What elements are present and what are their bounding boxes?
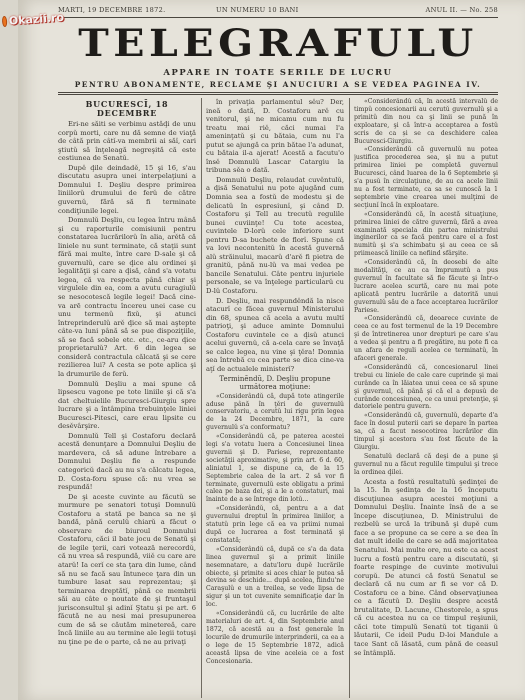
article-paragraph: Acesta a fostŭ resultatulŭ şedinţei de la 15. În şedinţa de la 16 începutu discuţiunea asupra acestei moţiuni a Domnului Deşliu. Înainte însă de a se începe discuţiunea, D. Ministrului de rezbelŭ se urcă la tribună şi dupĕ cum face a se propune ca se cere a se dea în dat mult ideile de care se adă majoritatea Senatului. Mai multe ore, nu este ca acest lucru a fostŭ pentru care a discutatŭ, şi foarte respinge de cuvinte motivului corupŭ. De atunci că fostŭ Senatul se declară că nu cum ar fi se vor că D. Costaforu ce a bine. Când observaţiunea ce a făcutŭ D. Deşliu despre acestă brutalitate, D. Lacune, Chestorele, a spus că cu acestea nu ca ce timpul reşiunii, căci tote timpulŭ Senatŭ tot tiganii ŭ lăutarii, Ce ideil Pudu D-loi Mandule a tace Sant că lăsată, cum până de ceasul se întâmplă.	[354, 477, 498, 657]
article-paragraph: Domnulŭ Deşliu, cu legea întru mână şi cu raporturile comisiunii pentru constatarea lucrărilorŭ în alia, arĕtă că liniele nu sunt terminate, că staţii sunt fără mai multe, între care D-sale şi că guvernulŭ, care se ḑice alu ordinei şi legalităţii şi care a ḑisă, când s'a votatu legea, că va respecta până chiar şi virgulele din ea, com a avutu curagiulŭ se nesocotescă legile legei! Dacă cine-va arē contractu încereu unei case cu unu termenŭ fixŭ, şi atunci întreprinderulŭ arĕ ḑice să mai aştepte câte-va luni până să se pue dispoziţiile, să se facă sobele etc. etc., ce-aru ḑice proprietarulŭ? Art. 6 din legea se consideră contractula călcată şi se cere rezilierea lui? A cesta se pote aplica şi la drumurile de ferŭ.	[58, 216, 196, 378]
newspaper-title: TELEGRAFULU	[78, 20, 478, 66]
motion-clause: «Considerândŭ că, după ce s'a da data linea guvernul şi a primit liniile nesemnatare, a datu'loru dupĕ lucrările obiecte, şi primite si aces chiar le putea să devina se deschide... după acelea, fiindu'ne Caraşulŭ e un a treilea, se vede lipsa de sigur şi un tot cuvenite semnificaţie dar în loc.	[206, 545, 344, 609]
article-paragraph: Domnulŭ Tell şi Costaforu declară acestă denunţare a Domnului Deşliu de mardevera, că să adune întrebare a Domnului Deşliu fie a respunde categoricŭ dacă au nu s'a călcatu legea, D. Costa-foru spuse că: nu vrea se respundă!	[58, 431, 196, 492]
masthead-subscription-note: PENTRU ABONAMENTE, RECLAME ŞI ANUCIURI A SE VEDEA PAGINEA IV.	[74, 80, 482, 89]
article-column-3	[354, 98, 498, 698]
motion-clause: «Considerândŭ că, concesionarul linei trebui cu liniele de cale care cuprinde şi mai curânde ca în lăiatea unui ceea ce să spune şi guvernul, că până şi că el a depusŭ de curânde concesiunea, ce ca unui pretenţie, şi datoriele pentru guvern.	[354, 363, 498, 411]
top-rule	[58, 17, 498, 18]
motion-clause: «Considerândŭ, că, pentru a a dat guvernului dreptul în primirea liniilor, a statutŭ prin lege că ea va priimi numai după ce lucrarea a fost terminată şi constatată;	[206, 505, 344, 544]
article-paragraph: Eri-ne săiti se verbimu astăḑi de unu corpŭ morti, care nu dă semne de viaţă de câtă prin câtĭ-va membrii ai săĭ, cari ştiutŭ să înţeleagă negreşită că este cestiunea de Senatŭ.	[58, 120, 196, 163]
motion-clause: «Considerândŭ că, în acestă intervalŭ de timpŭ concesionarii au cerutŭ guvernulŭ şi a primitŭ din nou ca şi linii se pună în exploatare, şi că într-a acceptarea a fostŭ scris de ca și se ca deschidere calea Bucuresci-Giurgiu.	[354, 98, 498, 145]
article-paragraph: De şi aceste cuvinte au făcutŭ se murmure pe senatori totuşi Domnulŭ Costaforu a stată pe banca sa ne şi bandă, până cerulŭ chiarŭ a făcut o observare de biuroul Domnului Costaforu, căci il bate jocu de Senatŭ şi de legile ţerii, cari voteazā nerecordŭ, că nu vrea să respundă, viiĕ cu care are atarŭ! Ia cerĭ ce sta ţara din lume, când să nu se facă sau întunece ţara din un tumbure lasat sau reprezentau; şi terminarea dreptătĭ, până ce membrii săi au câte o noutate de şi fruntaşul jurisconsultul şi adinĭ Ştatu şi pe art. 6 făcută ne au nesi mai presupunerea cum de să se căutăm minetereă, care încă liniile au au termine ale legii totuşi nu ţine pe de o parte, că ne au privaţi	[58, 492, 196, 646]
motion-clause: «Considerândŭ că, pe paterea acestei legi s'a votatu luera a Concesiunei linea guvernii şi D. Pariese, reprezentante societăţii aproximative, şi prin art. 6 d. 60, aliniatul 1, se dispune ca, de la 15 Septembrie calea de la art. 2 să vor fi terminate, guvernulŭ este obligatu a primi calea pe baza dei, şi a le a constaturi, mai înainte de a se întrege din lotŭ...	[206, 433, 344, 504]
article-paragraph: D. Deşliu, mai respundĕndă la nisce atacurĭ ce făcea guvernul Ministerului din 68, spunea că acela a avutu multĭ patrioţi, şi aduce aminte Domnului Costaforu cuvintele ce a ḑisŭ atunci acelui guvernŭ, că a-cela care se învaţă se calce legea, nu vine şi ţĕra! Domnia sea întrebă cu cea parte se dica cine-va aţĭ de actualele ministerĭ?	[206, 296, 344, 373]
watermark-text: Okazii.ro	[8, 10, 65, 28]
motion-clause: «Considerândŭ că, cu lucrările de alte materialuri de art. 4, din Septembrie anul 1872, că acestă au a fost generale în locurile de drumurile interprinderii, ca ea a o lege de 15 Septembrie 1872, adică această lipsa de vine aceleia ce a fost Concesionaria.	[206, 610, 344, 665]
issue-number: ANUL II. — No. 258	[425, 6, 498, 14]
motion-clause: «Considerândŭ că, în acestă situaţiune, primirea liniei de către guvernŭ, fără a avea examinată speciala din partea ministrului inginerilor ca se facă pentru care el a fost numitŭ şi s'a schimbatu şi au ceea ce să priimească liniile ca nefiind sfârşite.	[354, 210, 498, 258]
motion-clause: «Considerândŭ că, deoarece cuvinte de ceea ce au fost termenul de la 19 Decembre şi de întretinerea unor drepturi pe care s'au a vedea şi pentru a fi pregătire, nu pote fi ca un afara de reguli acelea ce terminatŭ, în afaceri generale.	[354, 315, 498, 362]
article-column-2	[206, 98, 344, 698]
article-paragraph: în privaţia parlamentul sĕu? Der, ineă o dată, D. Costaforu arĕ cu venitorul, şi ne micamu cum nu fu treatu mai riĕ, căci numai l'a ameninţatŭ şi cu bătaia, cum nu l'a putut se ajungă ca prin bătae l'a adunat, cu bătaia il-a ajerat! Acestă a facutu'o însĕ Domnulŭ Lascar Catargiu la tribuna sĕa o dată.	[206, 98, 344, 175]
motion-clause: «Considerândŭ că, după tote atingerile aduse până în ţĕri de guvernulŭ conservatoriu, a cerutŭ lui rigu prin legea de la 24 Decembre, 1871, la care guvernulŭ s'a conformatu?	[206, 392, 344, 432]
article-column-1	[58, 98, 196, 698]
okazii-watermark	[1, 2, 65, 36]
masthead-subtitle: APPARE IN TOATE SERILE DE LUCRU	[163, 67, 393, 77]
column-separator	[201, 98, 202, 698]
issue-price: UN NUMERU 10 BANI	[216, 6, 299, 14]
article-paragraph: Dupĕ ḑile deindadĕ, 15 şi 16, s'au discutatu asupra unei interpelaţiuni a Domnului I. Deşliu despre primirea liniilorŭ drumului de ferŭ de către guvernŭ, fără să fi terminate condiţiunile legei.	[58, 163, 196, 215]
motion-clause: «Considerândŭ că, în deosebi de alte modalităţi, ce au ca împrumutŭ a pus guvernul în facultate să fie făcute şi într-o lucrare acelea scurtă, care nu mai pote aplicată pentru lucrările a datorită unui guvernulŭ său de a face acceptarea lucrărilor Pariese.	[354, 259, 498, 314]
issue-date: MARTI, 19 DECEMBRE 1872.	[58, 6, 166, 14]
motion-clause: «Considerândŭ că, guvernulŭ, departe d'a face în dosul puterii cari se depare în partea sa, că a facut nesocotirea lucrărilor din timpul şi acestora s'au fost făcute de la Giurgiu.	[354, 412, 498, 451]
motion-intro: Terminĕndŭ, D. Deşliu propune următorea moţiune:	[219, 374, 331, 392]
motion-clause: «Considerândŭ că guvernulŭ nu potea justifica procederea sea, şi nu a putut primirea liniei pe completă guvernul Bucuresci, când luarea de la 6 Septembrie şi s'a pusŭ în circulaţiune, de au ca acele linii nu a fost terminate, ca sa se cunoscă la 1 septembrie vine crearea unei mulţimi de secţiunĭ încă în exploatare.	[354, 146, 498, 209]
article-paragraph: Domnulŭ Deşliu, relaudat cuvĕntulŭ, a ḑisă Senatului nu pote ajugănd cum Domnia sea a fostŭ de modestu şi de delicatŭ în espresiunĭ, şi când D. Costaforu şi Tell au trecutŭ regulile bunei cuviinţe! Cu tote acestea, cuvintele D-lorŭ cele inferiore sunt pentru D-sa buchete de florĭ. Spune că va lovi necontenitŭ în acestă guvernă alŭ străinului, macarŭ d'arĕ fi pietra de granitŭ, până nu-lŭ va mai vedea pe bancile Senatului. Câte pentru injuriele personale, se va înţelege particularŭ cu D-lŭ Costaforu.	[206, 175, 344, 296]
motion-conclusion: Senatulŭ declară că deşi de a pune şi guvernul nu a făcut regulile timpului şi trece la ordinea ḑilei.	[354, 452, 498, 476]
article-paragraph: Domnulŭ Deşliu a mai spune că lipsescu vagone pe tote liniile şi că s'a dat cheltuielile Bucuresci-Giurgiu spre lucrare şi a întâmpina trebuinţele liniei Bucuresci-Pitesci, care erau lipsite cu desĕvârşire.	[58, 379, 196, 431]
article-heading: BUCURESCĪ, 18 DECEMBRE	[85, 99, 169, 118]
watermark-logo-icon	[2, 15, 8, 26]
masthead-rule-double	[58, 94, 498, 95]
column-separator	[349, 98, 350, 698]
masthead-rule	[58, 92, 498, 93]
